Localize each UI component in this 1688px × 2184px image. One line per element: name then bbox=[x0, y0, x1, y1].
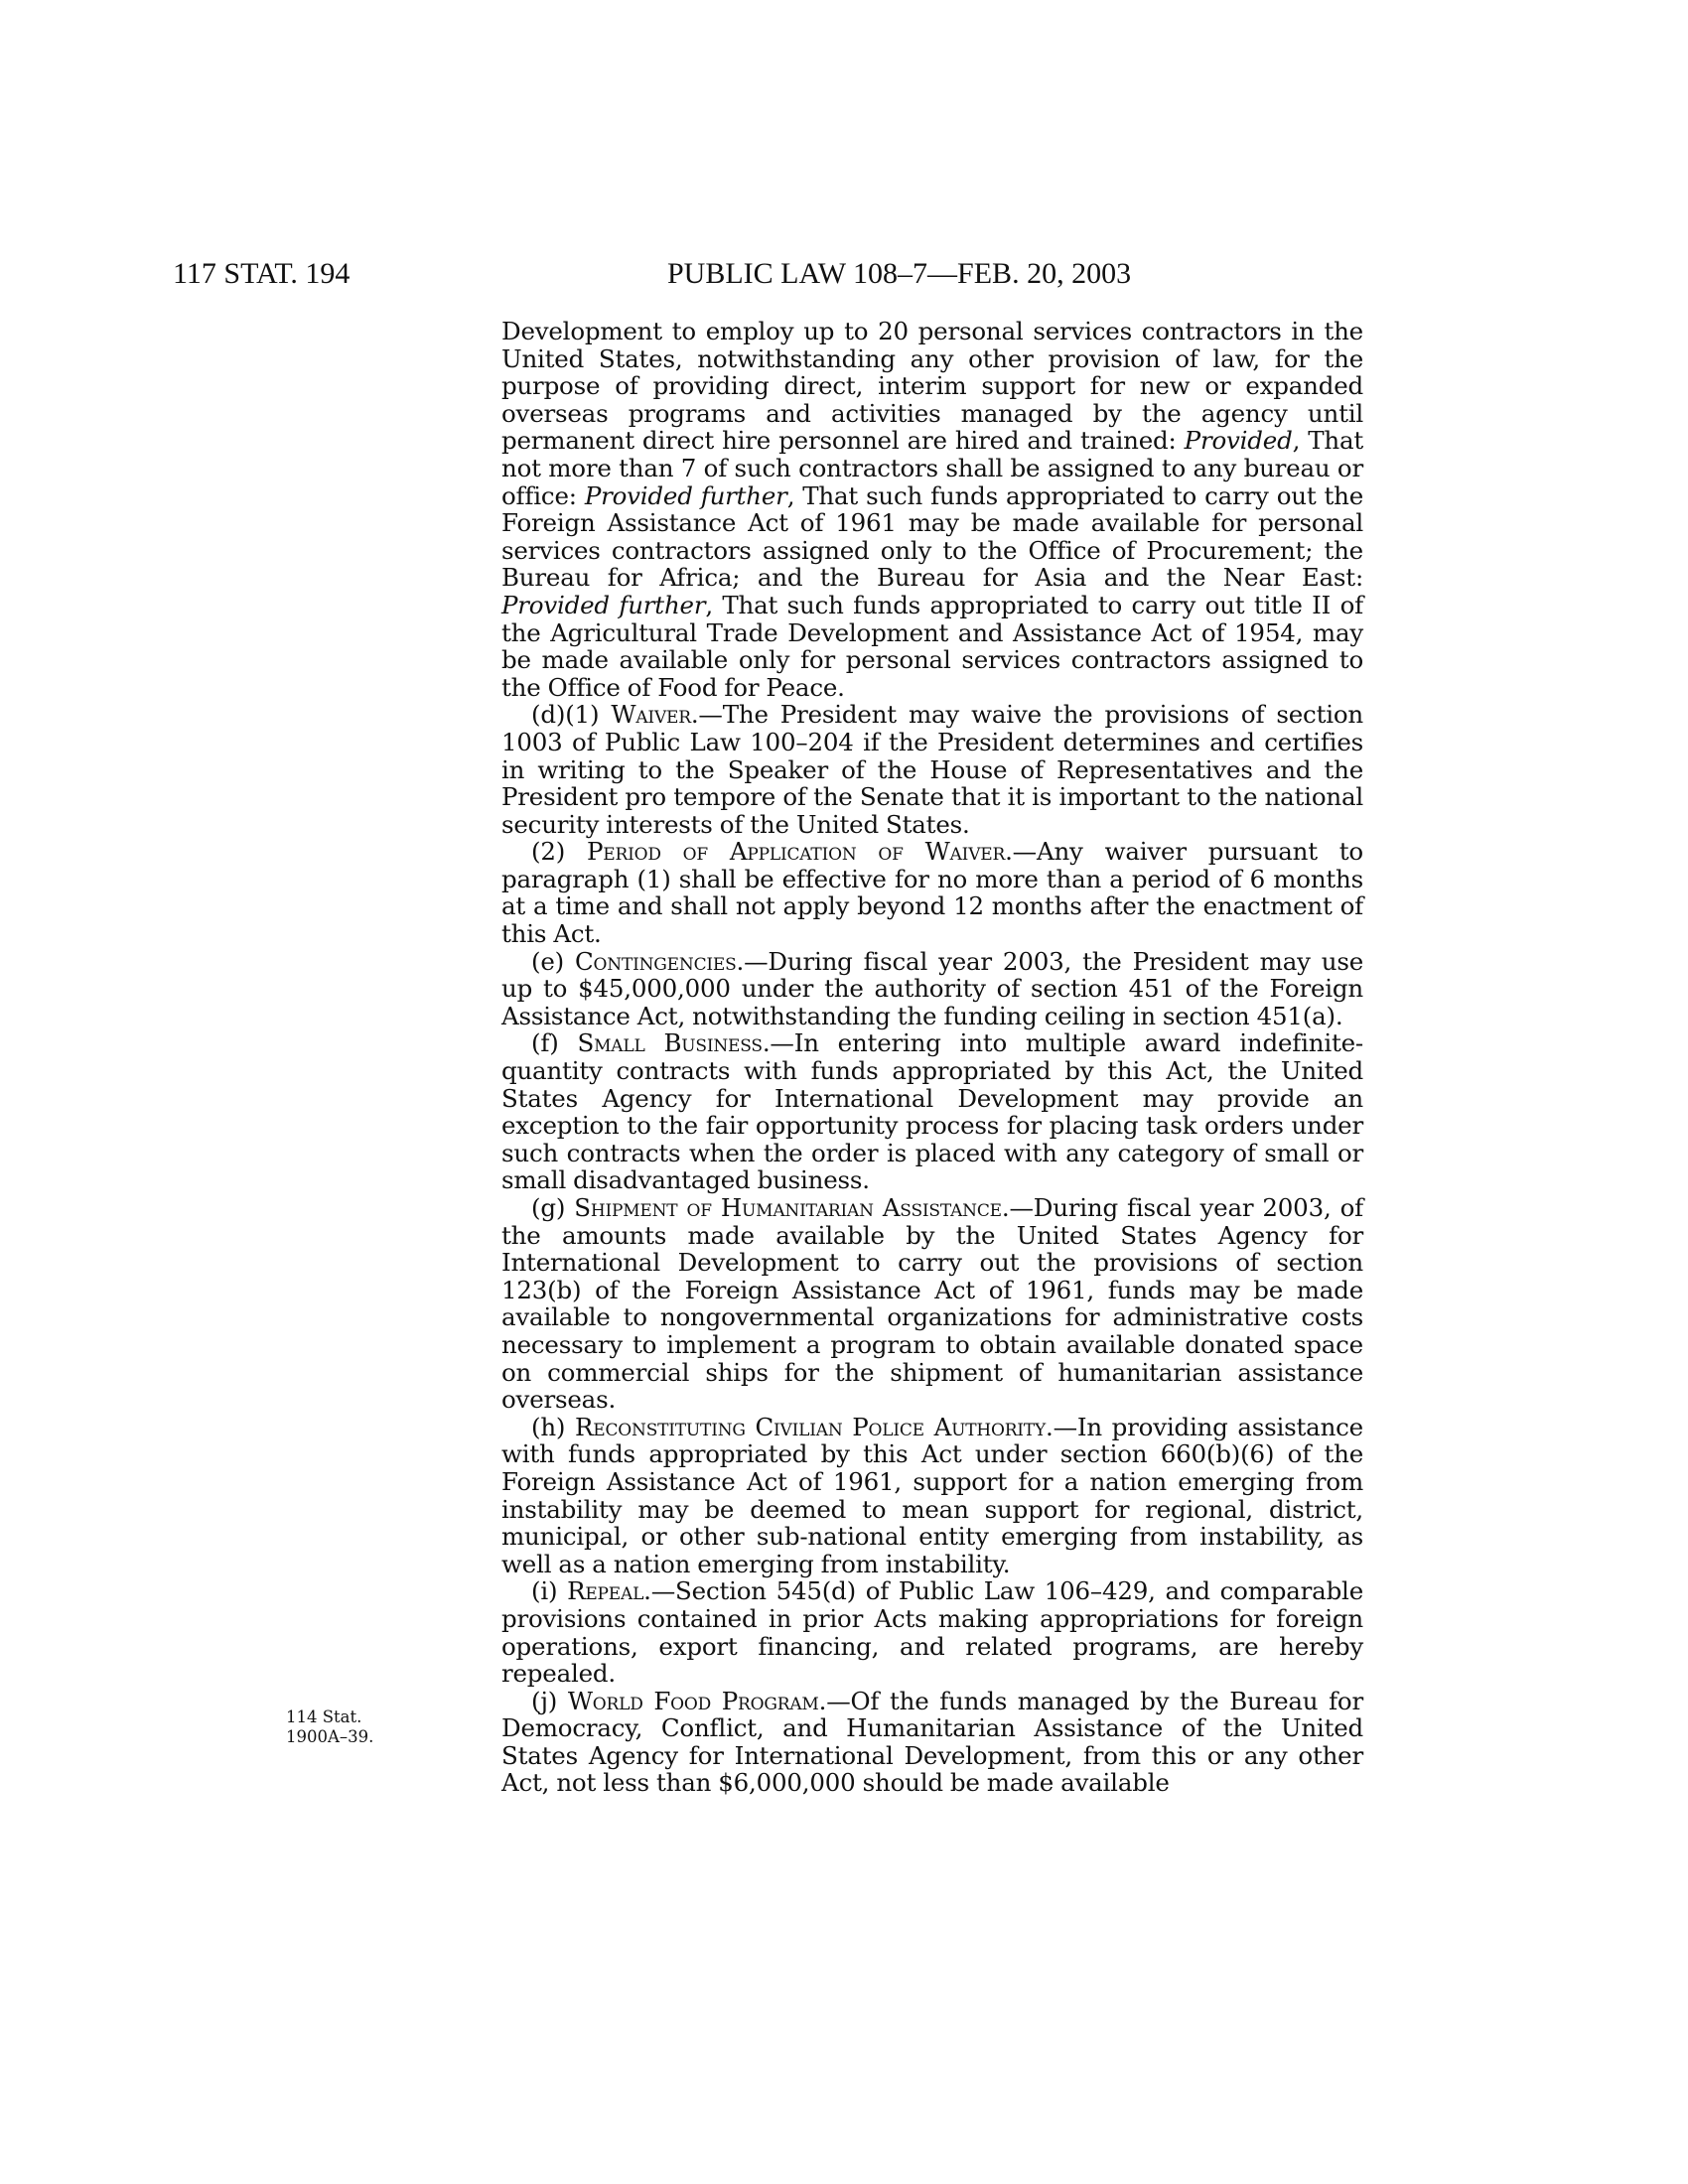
paragraph-personal-services-contractors: Development to employ up to 20 personal services contractors in the United States, notwithstanding any other provision of law, for the purpose of providing direct, interim support for new or expanded overseas programs and activities managed by the agency until permanent direct hire personnel are hired and trained: Provided, That not more than 7 of such contractors shall be assigned to any bureau or office: Provided further, That such funds appropriated to carry out the Foreign Assistance Act of 1961 may be made available for personal services contractors assigned only to the Office of Procurement; the Bureau for Africa; and the Bureau for Asia and the Near East: Provided further, That such funds appropriated to carry out title II of the Agricultural Trade Development and Assistance Act of 1954, may be made available only for personal services contractors assigned to the Office of Food for Peace. bbox=[501, 317, 1363, 702]
body-text bbox=[501, 318, 1363, 1797]
margin-note-line: 114 Stat. bbox=[286, 1707, 362, 1726]
public-law-title: PUBLIC LAW 108–7—FEB. 20, 2003 bbox=[667, 257, 1132, 290]
paragraph-i-repeal: (i) Repeal.—Section 545(d) of Public Law 106–429, and comparable provisions contained in prior Acts making appropriations for foreign operations, export financing, and related programs, are hereby repealed. bbox=[501, 1576, 1363, 1689]
section-heading: Waiver bbox=[611, 700, 691, 730]
paragraph-j-world-food-program: (j) World Food Program.—Of the funds managed by the Bureau for Democracy, Conflict, and Humanitarian Assistance of the United States Agency for International Development, from this or any other Act, not less than $6,000,000 should be made available bbox=[501, 1686, 1363, 1798]
section-heading: Period of Application of Waiver bbox=[587, 837, 1006, 867]
paragraph-e-contingencies: (e) Contingencies.—During fiscal year 2003, the President may use up to $45,000,000 under the authority of section 451 of the Foreign Assistance Act, notwithstanding the funding ceiling in section 451(a). bbox=[501, 946, 1364, 1030]
section-heading: Repeal bbox=[567, 1576, 644, 1606]
section-heading: World Food Program bbox=[567, 1686, 819, 1715]
paragraph-h-civilian-police: (h) Reconstituting Civilian Police Authority.—In providing assistance with funds appropriated by this Act under section 660(b)(6) of the Foreign Assistance Act of 1961, support for a nation emerging from instability may be deemed to mean support for regional, district, municipal, or other sub-national entity emerging from instability, as well as a nation emerging from instability. bbox=[501, 1412, 1363, 1578]
proviso-emphasis: Provided further bbox=[501, 590, 706, 619]
section-heading: Contingencies bbox=[575, 946, 737, 976]
paragraph-d1-waiver: (d)(1) Waiver.—The President may waive the provisions of section 1003 of Public Law 100–204 if the President determines and certifies in writing to the Speaker of the House of Representatives and the President pro tempore of the Senate that it is important to the national security interests of the United States. bbox=[501, 700, 1363, 839]
statute-page-number: 117 STAT. 194 bbox=[173, 257, 351, 290]
running-header bbox=[0, 254, 1688, 294]
margin-citation-note bbox=[286, 1707, 425, 1747]
paragraph-f-small-business: (f) Small Business.—In entering into multiple award indefinite-quantity contracts with funds appropriated by this Act, the United States Agency for International Development may provide an exception to the fair opportunity process for placing task orders under such contracts when the order is placed with any category of small or small disadvantaged business. bbox=[501, 1028, 1363, 1195]
proviso-emphasis: Provided bbox=[1184, 426, 1293, 456]
proviso-emphasis: Provided further bbox=[584, 480, 787, 510]
section-heading: Reconstituting Civilian Police Authority bbox=[575, 1412, 1046, 1441]
margin-note-line: 1900A–39. bbox=[286, 1727, 374, 1746]
section-heading: Small Business bbox=[577, 1028, 763, 1058]
paragraph-d2-period-of-application: (2) Period of Application of Waiver.—Any waiver pursuant to paragraph (1) shall be effective for no more than a period of 6 months at a time and shall not apply beyond 12 months after the enactment of this Act. bbox=[501, 837, 1363, 949]
paragraph-g-shipment: (g) Shipment of Humanitarian Assistance.—During fiscal year 2003, of the amounts made available by the United States Agency for International Development to carry out the provisions of section 123(b) of the Foreign Assistance Act of 1961, funds may be made available to nongovernmental organizations for administrative costs necessary to implement a program to obtain available donated space on commercial ships for the shipment of humanitarian assistance overseas. bbox=[501, 1193, 1363, 1415]
section-heading: Shipment of Humanitarian Assistance bbox=[574, 1193, 1002, 1222]
